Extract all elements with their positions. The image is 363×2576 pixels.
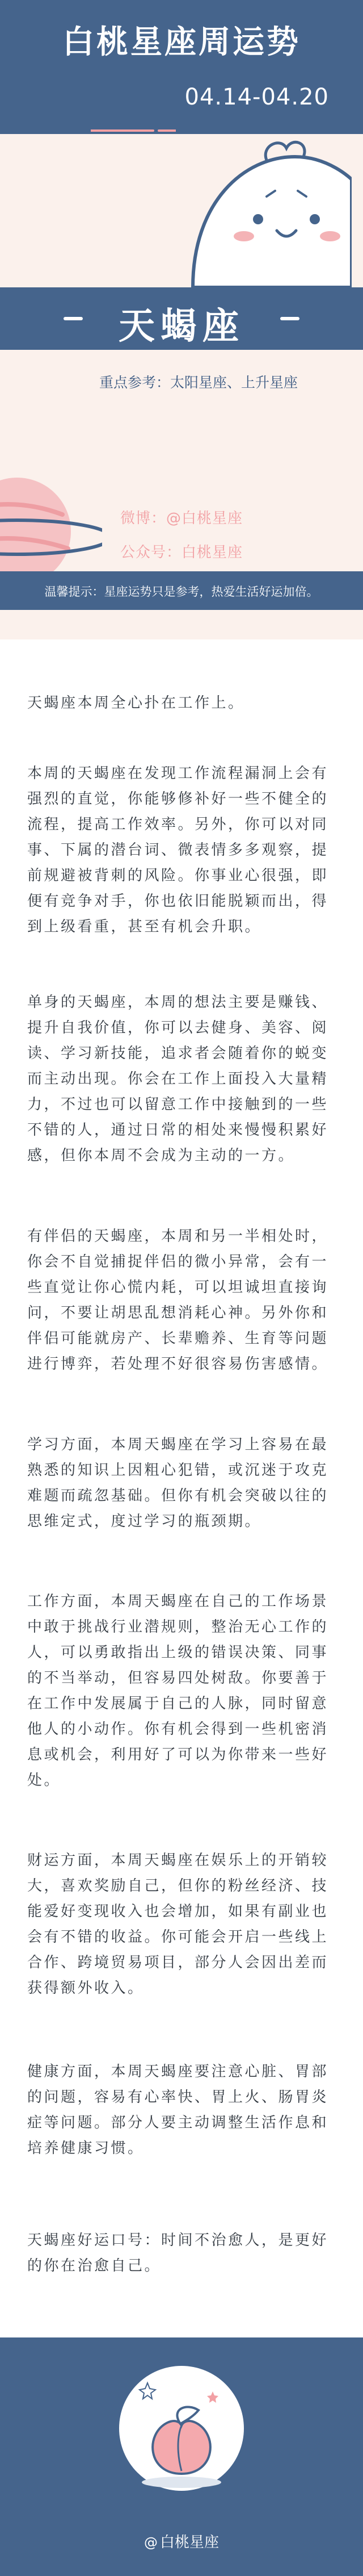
decorative-lines-icon — [91, 125, 176, 134]
paragraph: 单身的天蝎座，本周的想法主要是赚钱、 提升自我价值，你可以去健身、美容、阅 读、学习新技能，追求者会随着你的蜕变 而主动出现。你会在工作上面投入大量精 力，不过也可以留意工作中接触到的一些 不错的人，通过日常的相处来慢慢积累好 感，但你本周不会成为主动的一方。 — [27, 994, 329, 1164]
footer — [0, 2337, 363, 2576]
paragraph: 天蝎座好运口号：时间不治愈人，是更好 的你在治愈自己。 — [27, 2232, 329, 2274]
banner-right-dash — [280, 317, 299, 320]
footer-brand — [0, 2531, 363, 2552]
sign-name: 天蝎座 — [119, 306, 244, 348]
sign-info — [0, 134, 363, 639]
cloud-mascot-icon — [182, 134, 352, 287]
paragraph: 天蝎座本周全心扑在工作上。 — [27, 695, 245, 712]
sign-banner — [0, 287, 363, 350]
page-title: 白桃星座周运势 — [62, 24, 301, 61]
date-range: 04.14-04.20 — [184, 84, 329, 110]
wechat-account: 公众号：白桃星座 — [120, 544, 243, 561]
paragraph: 工作方面，本周天蝎座在自己的工作场景 中敢于挑战行业潜规则，整治无心工作的 人，可以勇敢指出上级的错误决策、同事 的不当举动，但容易四处树敌。你要善于 在工作中发展属于自己的人脉，同时留意 他人的小动作。你有机会得到一些机密消 息或机会，利用好了可以为你带来一些好 处。 — [27, 1593, 329, 1789]
reference-note: 重点参考：太阳星座、上升星座 — [99, 374, 298, 391]
paragraph: 学习方面，本周天蝎座在学习上容易在最 熟悉的知识上因粗心犯错，或沉迷于攻克 难题而疏忽基础。但你有机会突破以往的 思维定式，度过学习的瓶颈期。 — [27, 1436, 329, 1530]
paragraph: 健康方面，本周天蝎座要注意心脏、胃部 的问题，容易有心率快、胃上火、肠胃炎 症等问题。部分人要主动调整生活作息和 培养健康习惯。 — [27, 2063, 329, 2157]
brand-name: 白桃星座 — [159, 2534, 219, 2551]
tip-bar — [0, 571, 363, 610]
article-body — [0, 639, 363, 2337]
paragraph: 财运方面，本周天蝎座在娱乐上的开销较 大，喜欢奖励自己，但你的粉丝经济、技 能爱好变现收入也会增加，如果有副业也 会有不错的收益。你可能会开启一些线上 合作、跨境贸易项目，部分人会因出差而 获得额外收入。 — [27, 1852, 329, 1997]
paragraph: 有伴侣的天蝎座，本周和另一半相处时， 你会不自觉捕捉伴侣的微小异常，会有一 些直觉让你心慌内耗，可以坦诚坦直接询 问，不要让胡思乱想消耗心神。另外你和 伴侣可能就房产、长辈赡养、生育等问题 进行博弈，若处理不好很容易伤害感情。 — [27, 1228, 329, 1373]
at-sign: @ — [143, 2535, 158, 2550]
warm-tip: 温馨提示：星座运势只是参考，热爱生活好运加倍。 — [44, 585, 319, 599]
paragraph: 本周的天蝎座在发现工作流程漏洞上会有 强烈的直觉，你能够修补好一些不健全的 流程，提高工作效率。另外，你可以对同 事、下属的潜台词、微表情多多观察，提 前规避被背刺的风险。你事业心很强，即 便有竞争对手，你也依旧能脱颖而出，得 到上级看重，甚至有机会升职。 — [27, 765, 329, 935]
peach-icon — [113, 2360, 250, 2514]
header — [0, 0, 363, 134]
weibo-handle: 微博：@白桃星座 — [120, 510, 243, 527]
